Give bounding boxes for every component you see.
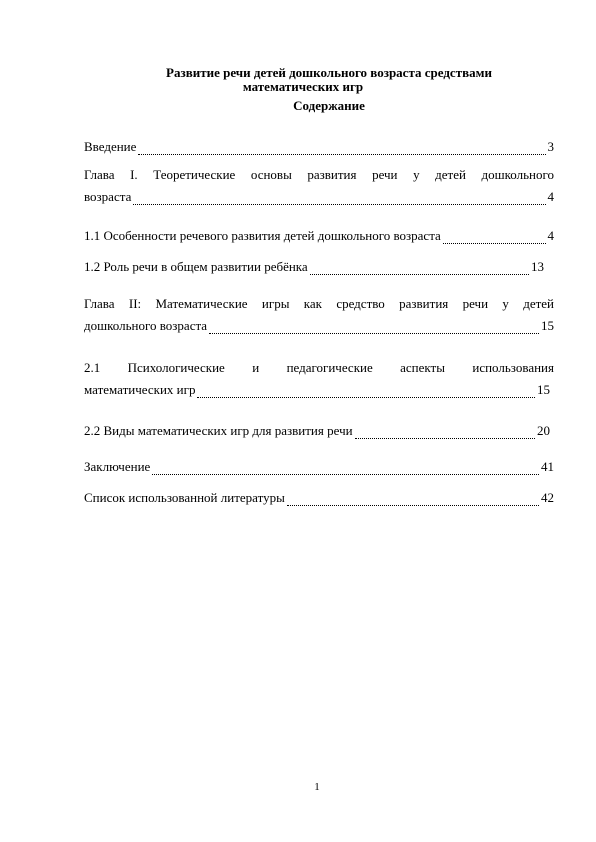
toc-label: 1.1 Особенности речевого развития детей дошкольного возраста — [84, 228, 441, 243]
toc-entry-2-2 — [84, 420, 550, 442]
toc-label: Введение — [84, 139, 137, 154]
toc-entry-2-1 — [84, 357, 554, 401]
toc-page-number: 3 — [547, 139, 554, 154]
toc-page-number: 4 — [547, 189, 554, 204]
toc-entry-chapter-1 — [84, 164, 554, 208]
toc-leader — [310, 274, 529, 275]
toc-label-line-1: Глава II: Математические игры как средство развития речи у детей — [84, 296, 554, 311]
toc-leader — [197, 397, 535, 398]
toc-page-number: 42 — [541, 490, 554, 505]
title-line-2: математических игр — [242, 79, 364, 94]
toc-leader — [355, 438, 535, 439]
toc-page-number: 15 — [541, 318, 554, 333]
toc-leader — [152, 474, 539, 475]
toc-label: 2.2 Виды математических игр для развития речи — [84, 423, 353, 438]
toc-leader — [133, 204, 545, 205]
toc-page-number: 41 — [541, 459, 554, 474]
toc-label-line-2: математических игр — [84, 382, 196, 397]
toc-entry-chapter-2 — [84, 293, 554, 337]
toc-leader — [287, 505, 539, 506]
toc-leader — [443, 243, 546, 244]
toc-page-number: 13 — [531, 259, 544, 274]
toc-label-line-2: дошкольного возраста — [84, 318, 208, 333]
toc-label-line-2: возраста — [84, 189, 132, 204]
toc-entry-introduction — [84, 136, 554, 158]
contents-heading: Содержание — [293, 98, 365, 113]
toc-entry-1-2 — [84, 256, 544, 278]
toc-label-line-1: Глава I. Теоретические основы развития речи у детей дошкольного — [84, 167, 554, 182]
toc-label: Заключение — [84, 459, 151, 474]
toc-page-number: 20 — [537, 423, 550, 438]
title-line-1: Развитие речи детей дошкольного возраста средствами — [166, 65, 492, 80]
toc-leader — [138, 154, 545, 155]
page-number: 1 — [314, 781, 320, 793]
toc-label: Список использованной литературы — [84, 490, 285, 505]
toc-leader — [209, 333, 539, 334]
toc-page-number: 15 — [537, 382, 550, 397]
document-title — [0, 66, 596, 94]
toc-label-line-1: 2.1 Психологические и педагогические аспекты использования — [84, 360, 554, 375]
toc-entry-bibliography — [84, 487, 554, 509]
toc-entry-1-1 — [84, 225, 554, 247]
toc-entry-conclusion — [84, 456, 554, 478]
toc-label: 1.2 Роль речи в общем развитии ребёнка — [84, 259, 308, 274]
toc-page-number: 4 — [547, 228, 554, 243]
